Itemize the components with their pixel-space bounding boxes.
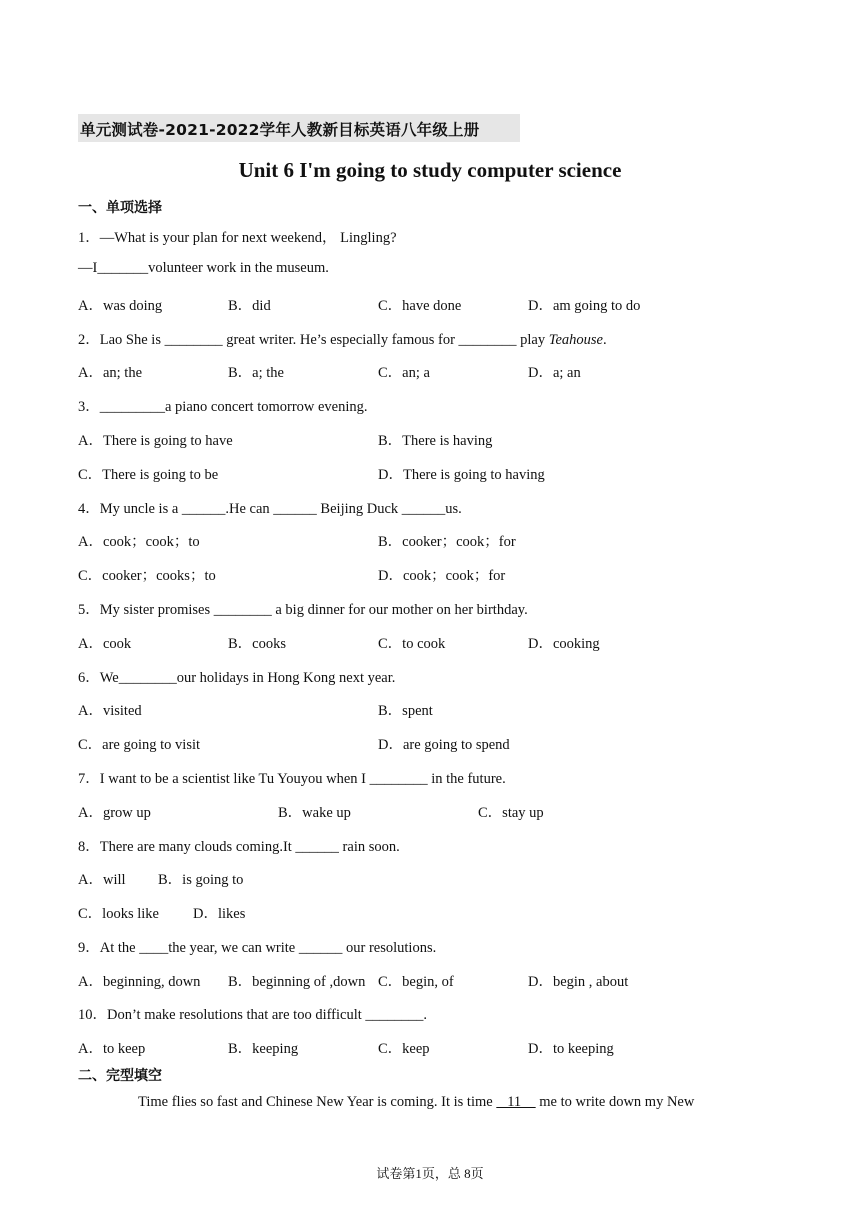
- q5-option-b[interactable]: B．cooks: [228, 636, 286, 652]
- question-2: [78, 328, 607, 349]
- question-7: 7．I want to be a scientist like Tu Youyou when I ________ in the future.: [78, 771, 506, 787]
- q1-option-a[interactable]: A．was doing: [78, 298, 163, 314]
- q9-option-b[interactable]: B．beginning of ,down: [228, 974, 366, 990]
- question-10: 10．Don’t make resolutions that are too difficult ________.: [78, 1007, 428, 1023]
- unit-title: Unit 6 I'm going to study computer science: [238, 158, 622, 182]
- q4-option-b[interactable]: B．cooker；cook；for: [378, 534, 516, 550]
- q4-option-c[interactable]: C．cooker；cooks；to: [78, 568, 216, 584]
- q2-option-b[interactable]: B．a; the: [228, 365, 284, 381]
- q7-option-a[interactable]: A．grow up: [78, 805, 151, 821]
- q9-option-c[interactable]: C．begin, of: [378, 974, 454, 990]
- passage-text-end: me to write down my New: [535, 1094, 695, 1110]
- q2-option-c[interactable]: C．an; a: [378, 365, 430, 381]
- exam-header: 单元测试卷-2021-2022学年人教新目标英语八年级上册: [80, 121, 480, 139]
- q1-option-d[interactable]: D．am going to do: [528, 298, 641, 314]
- question-4: 4．My uncle is a ______.He can ______ Beijing Duck ______us.: [78, 501, 462, 517]
- section-single-choice: 一、单项选择: [78, 200, 162, 216]
- section-cloze: 二、完型填空: [78, 1068, 162, 1084]
- q7-option-c[interactable]: C．stay up: [478, 805, 544, 821]
- q3-option-c[interactable]: C．There is going to be: [78, 467, 219, 483]
- q10-option-c[interactable]: C．keep: [378, 1041, 430, 1057]
- q5-option-a[interactable]: A．cook: [78, 636, 132, 652]
- question-5: 5．My sister promises ________ a big dinner for our mother on her birthday.: [78, 602, 528, 618]
- question-3: 3．_________a piano concert tomorrow evening.: [78, 399, 368, 415]
- q2-option-d[interactable]: D．a; an: [528, 365, 581, 381]
- question-6: 6．We________our holidays in Hong Kong next year.: [78, 670, 396, 686]
- q10-option-b[interactable]: B．keeping: [228, 1041, 299, 1057]
- blank-11[interactable]: 11: [496, 1094, 536, 1110]
- q8-option-c[interactable]: C．looks like: [78, 906, 159, 922]
- q3-option-a[interactable]: A．There is going to have: [78, 433, 233, 449]
- q6-option-c[interactable]: C．are going to visit: [78, 737, 201, 753]
- q10-option-d[interactable]: D．to keeping: [528, 1041, 614, 1057]
- q8-option-b[interactable]: B．is going to: [158, 872, 244, 888]
- q9-option-d[interactable]: D．begin , about: [528, 974, 629, 990]
- question-8: 8．There are many clouds coming.It ______ rain soon.: [78, 839, 400, 855]
- q2-play-title: Teahouse: [548, 332, 603, 348]
- question-1: 1．—What is your plan for next weekend， Lingling?: [78, 230, 397, 246]
- q6-option-b[interactable]: B．spent: [378, 703, 433, 719]
- q3-option-d[interactable]: D．There is going to having: [378, 467, 545, 483]
- q2-stem-text: 2．Lao She is ________ great writer. He’s especially famous for ________ play: [78, 332, 549, 348]
- q5-option-c[interactable]: C．to cook: [378, 636, 446, 652]
- q1-option-b[interactable]: B．did: [228, 298, 271, 314]
- q7-option-b[interactable]: B．wake up: [278, 805, 351, 821]
- q1-option-c[interactable]: C．have done: [378, 298, 462, 314]
- q4-option-a[interactable]: A．cook；cook；to: [78, 534, 200, 550]
- q3-option-b[interactable]: B．There is having: [378, 433, 493, 449]
- q8-option-a[interactable]: A．will: [78, 872, 126, 888]
- q6-option-d[interactable]: D．are going to spend: [378, 737, 510, 753]
- page-footer: 试卷第1页，总 8页: [376, 1166, 484, 1181]
- q2-option-a[interactable]: A．an; the: [78, 365, 143, 381]
- q4-option-d[interactable]: D．cook；cook；for: [378, 568, 506, 584]
- q10-option-a[interactable]: A．to keep: [78, 1041, 146, 1057]
- cloze-passage: [138, 1094, 694, 1111]
- q5-option-d[interactable]: D．cooking: [528, 636, 600, 652]
- q2-stem-end: .: [603, 332, 607, 348]
- question-9: 9．At the ____the year, we can write ______ our resolutions.: [78, 940, 437, 956]
- q9-option-a[interactable]: A．beginning, down: [78, 974, 201, 990]
- q6-option-a[interactable]: A．visited: [78, 703, 142, 719]
- q8-option-d[interactable]: D．likes: [193, 906, 246, 922]
- passage-text-start: Time flies so fast and Chinese New Year is coming. It is time: [138, 1094, 497, 1110]
- question-1-reply: —I_______volunteer work in the museum.: [78, 260, 329, 276]
